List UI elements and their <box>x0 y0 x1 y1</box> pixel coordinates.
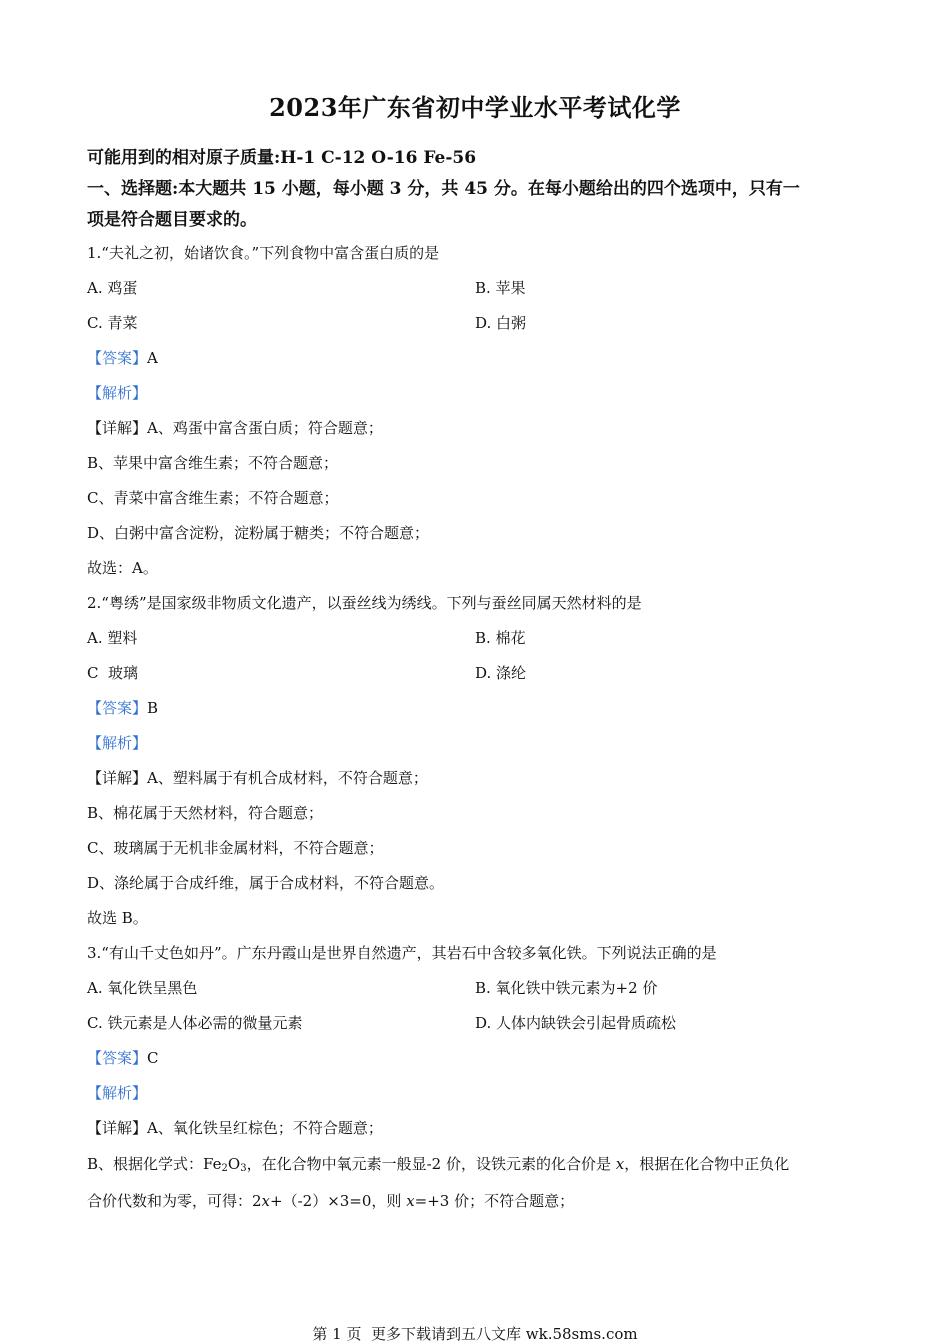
detail-line: C、青菜中富含维生素；不符合题意； <box>87 489 339 507</box>
option-b: B. 苹果 <box>475 279 526 297</box>
question-2 <box>87 586 857 936</box>
answer-line <box>87 691 857 726</box>
answer-label: 【答案】 <box>87 699 148 717</box>
detail-text: ，在化合物中氧元素一般显-2 价，设铁元素的化合价是 <box>246 1155 616 1173</box>
analysis-label: 【解析】 <box>87 384 148 402</box>
question-stem: 3.“有山千丈色如丹”。广东丹霞山是世界自然遗产，其岩石中含较多氧化铁。下列说法正确的是 <box>87 944 717 962</box>
detail-label: 【详解】 <box>87 1119 148 1137</box>
detail-text: 合价代数和为零，可得：2 <box>87 1192 262 1210</box>
options-row <box>87 971 857 1006</box>
option-c: C. 铁元素是人体必需的微量元素 <box>87 1014 303 1032</box>
detail-text: A、鸡蛋中富含蛋白质；符合题意； <box>147 419 383 437</box>
detail-line: B、苹果中富含维生素；不符合题意； <box>87 454 339 472</box>
variable: x <box>261 1192 271 1210</box>
option-d: D. 白粥 <box>475 314 527 332</box>
subscript: 2 <box>221 1163 228 1174</box>
option-d: D. 人体内缺铁会引起骨质疏松 <box>475 1014 677 1032</box>
answer-value: C <box>147 1049 159 1067</box>
detail-line <box>87 1146 857 1183</box>
section-heading-line-1: 一、选择题:本大题共 15 小题，每小题 3 分，共 45 分。在每小题给出的四个选项中，只有一 <box>87 179 800 199</box>
detail-label: 【详解】 <box>87 419 148 437</box>
answer-line <box>87 341 857 376</box>
answer-line <box>87 1041 857 1076</box>
detail-line <box>87 1111 857 1146</box>
variable: x <box>406 1192 415 1210</box>
variable: x <box>615 1155 625 1173</box>
page-title: 2023年广东省初中学业水平考试化学 <box>269 93 681 122</box>
option-a: A. 塑料 <box>87 629 138 647</box>
answer-label: 【答案】 <box>87 1049 148 1067</box>
answer-value: B <box>147 699 159 717</box>
detail-line: C、玻璃属于无机非金属材料，不符合题意； <box>87 839 384 857</box>
detail-text: +（-2）×3=0，则 <box>270 1192 407 1210</box>
detail-text: =+3 价；不符合题意； <box>414 1192 575 1210</box>
answer-label: 【答案】 <box>87 349 148 367</box>
conclusion-line: 故选：A。 <box>87 559 158 577</box>
conclusion-line: 故选 B。 <box>87 909 148 927</box>
page-footer: 第 1 页 更多下载请到五八文库 wk.58sms.com <box>312 1325 638 1343</box>
options-row <box>87 621 857 656</box>
option-b: B. 棉花 <box>475 629 526 647</box>
detail-line: D、涤纶属于合成纤维，属于合成材料，不符合题意。 <box>87 874 445 892</box>
atomic-masses-line: 可能用到的相对原子质量:H-1 C-12 O-16 Fe-56 <box>87 148 477 168</box>
detail-line <box>87 411 857 446</box>
detail-text: B、根据化学式：Fe <box>87 1155 222 1173</box>
subscript: 3 <box>240 1163 247 1174</box>
detail-line <box>87 1183 857 1220</box>
question-1 <box>87 236 857 586</box>
options-row <box>87 656 857 691</box>
question-3 <box>87 936 857 1220</box>
option-d: D. 涤纶 <box>475 664 527 682</box>
document-body <box>87 143 857 1220</box>
options-row <box>87 306 857 341</box>
option-c: C 玻璃 <box>87 664 139 682</box>
detail-text: A、塑料属于有机合成材料，不符合题意； <box>147 769 428 787</box>
option-a: A. 氧化铁呈黑色 <box>87 979 198 997</box>
detail-line: B、棉花属于天然材料，符合题意； <box>87 804 324 822</box>
option-b: B. 氧化铁中铁元素为+2 价 <box>475 979 658 997</box>
analysis-label: 【解析】 <box>87 1084 148 1102</box>
section-heading-line-2: 项是符合题目要求的。 <box>87 210 257 230</box>
formula-part: O <box>227 1155 241 1173</box>
option-a: A. 鸡蛋 <box>87 279 138 297</box>
options-row <box>87 271 857 306</box>
question-stem: 1.“夫礼之初，始诸饮食。”下列食物中富含蛋白质的是 <box>87 244 440 262</box>
option-c: C. 青菜 <box>87 314 138 332</box>
options-row <box>87 1006 857 1041</box>
detail-line <box>87 761 857 796</box>
detail-text: ，根据在化合物中正负化 <box>624 1155 790 1173</box>
detail-label: 【详解】 <box>87 769 148 787</box>
question-stem: 2.“粤绣”是国家级非物质文化遗产，以蚕丝线为绣线。下列与蚕丝同属天然材料的是 <box>87 594 642 612</box>
answer-value: A <box>147 349 158 367</box>
detail-text: A、氧化铁呈红棕色；不符合题意； <box>147 1119 383 1137</box>
analysis-label: 【解析】 <box>87 734 148 752</box>
detail-line: D、白粥中富含淀粉，淀粉属于糖类；不符合题意； <box>87 524 430 542</box>
